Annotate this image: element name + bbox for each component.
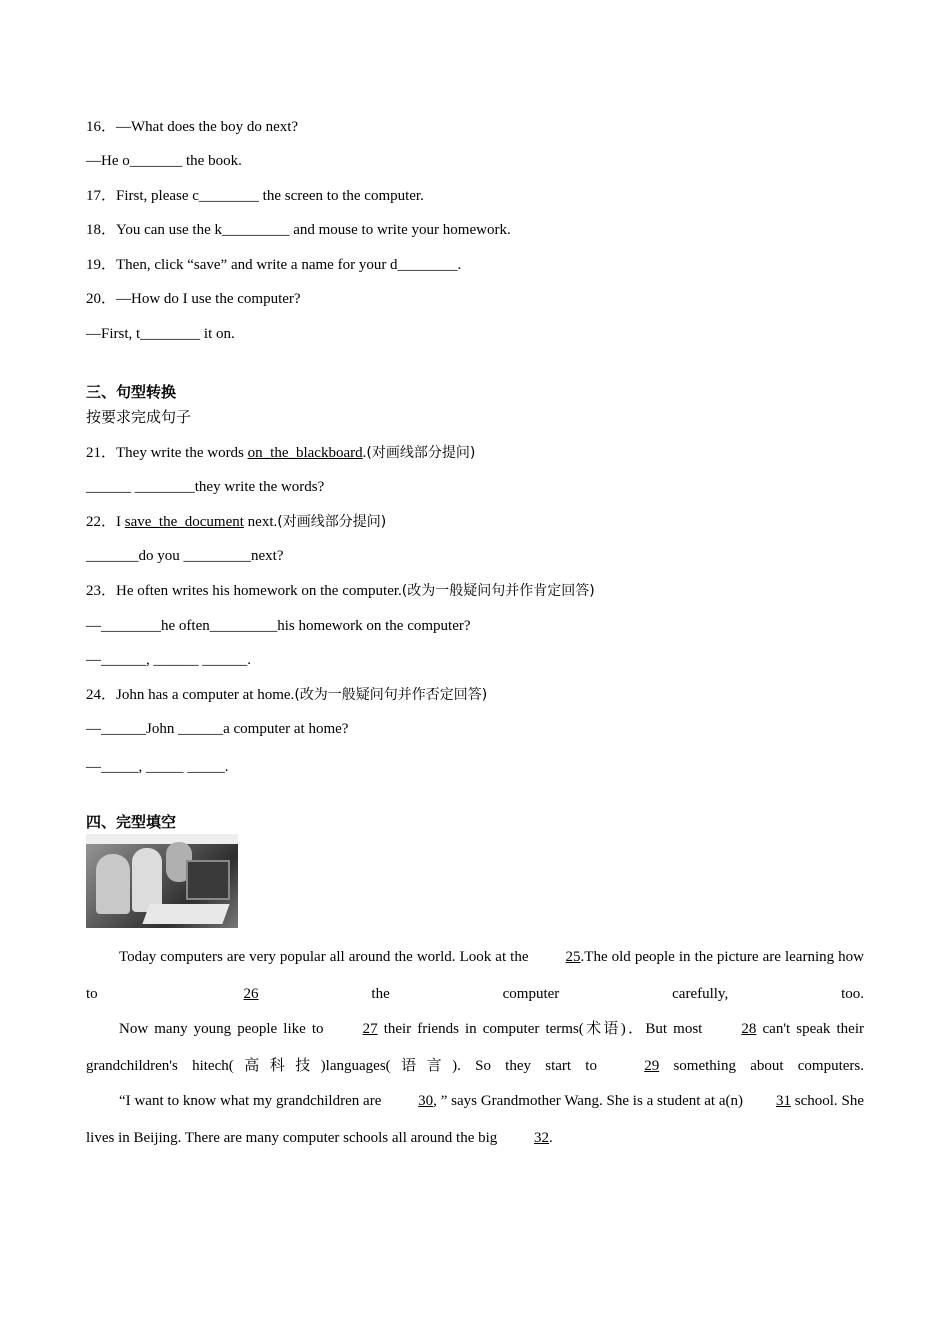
- question-16-answer: —He o_______ the book.: [86, 153, 242, 169]
- blank-28[interactable]: 28: [741, 1021, 757, 1037]
- question-23-answer-2: —______, ______ ______.: [86, 652, 251, 668]
- blank-26[interactable]: 26: [243, 986, 259, 1002]
- question-24: 24．John has a computer at home.(改为一般疑问句并作否定回答): [86, 687, 488, 703]
- question-17: 17．First, please c________ the screen to the computer.: [86, 188, 424, 204]
- blank-27[interactable]: 27: [362, 1021, 378, 1037]
- passage-paragraph-2: Now many young people like to 27 their friends in computer terms(术语)．But most 28 can't speak their grandchildren's hitech(高科技)languages(语言). So they start to 29 something about computers.: [86, 1011, 864, 1085]
- question-21-answer: ______ ________they write the words?: [86, 479, 325, 495]
- question-19: 19．Then, click “save” and write a name for your d________.: [86, 257, 462, 273]
- passage-paragraph-3: “I want to know what my grandchildren are 30, ” says Grandmother Wang. She is a student at a(n)31 school. She lives in Beijing. There are many computer schools all around the big 32.: [86, 1083, 864, 1157]
- question-20-answer: —First, t________ it on.: [86, 326, 235, 342]
- section-3-heading: 三、句型转换: [86, 383, 177, 401]
- classroom-photo: [86, 834, 238, 928]
- question-24-answer-1: —______John ______a computer at home?: [86, 721, 349, 737]
- question-16: 16．—What does the boy do next?: [86, 119, 299, 135]
- question-21: 21．They write the words on_the_blackboard.(对画线部分提问): [86, 445, 476, 461]
- blank-32[interactable]: 32: [534, 1130, 550, 1146]
- blank-30[interactable]: 30: [418, 1093, 434, 1109]
- question-20: 20．—How do I use the computer?: [86, 291, 301, 307]
- section-3-instruction: 按要求完成句子: [86, 408, 192, 426]
- question-23-answer-1: —________he often_________his homework on the computer?: [86, 618, 471, 634]
- underlined-phrase: save_the_document: [124, 514, 244, 530]
- question-24-answer-2: —_____, _____ _____.: [86, 759, 229, 775]
- question-23: 23．He often writes his homework on the computer.(改为一般疑问句并作肯定回答): [86, 583, 595, 599]
- blank-25[interactable]: 25: [565, 949, 581, 965]
- blank-29[interactable]: 29: [644, 1058, 660, 1074]
- question-22: 22．I save_the_document next.(对画线部分提问): [86, 514, 387, 530]
- question-18: 18．You can use the k_________ and mouse to write your homework.: [86, 222, 511, 238]
- question-22-answer: _______do you _________next?: [86, 548, 284, 564]
- blank-31[interactable]: 31: [775, 1093, 791, 1109]
- passage-paragraph-1: Today computers are very popular all around the world. Look at the 25.The old people in the picture are learning how to 26 the computer carefully, too.: [86, 939, 864, 1013]
- section-4-heading: 四、完型填空: [86, 813, 177, 831]
- underlined-phrase: on_the_blackboard: [247, 445, 363, 461]
